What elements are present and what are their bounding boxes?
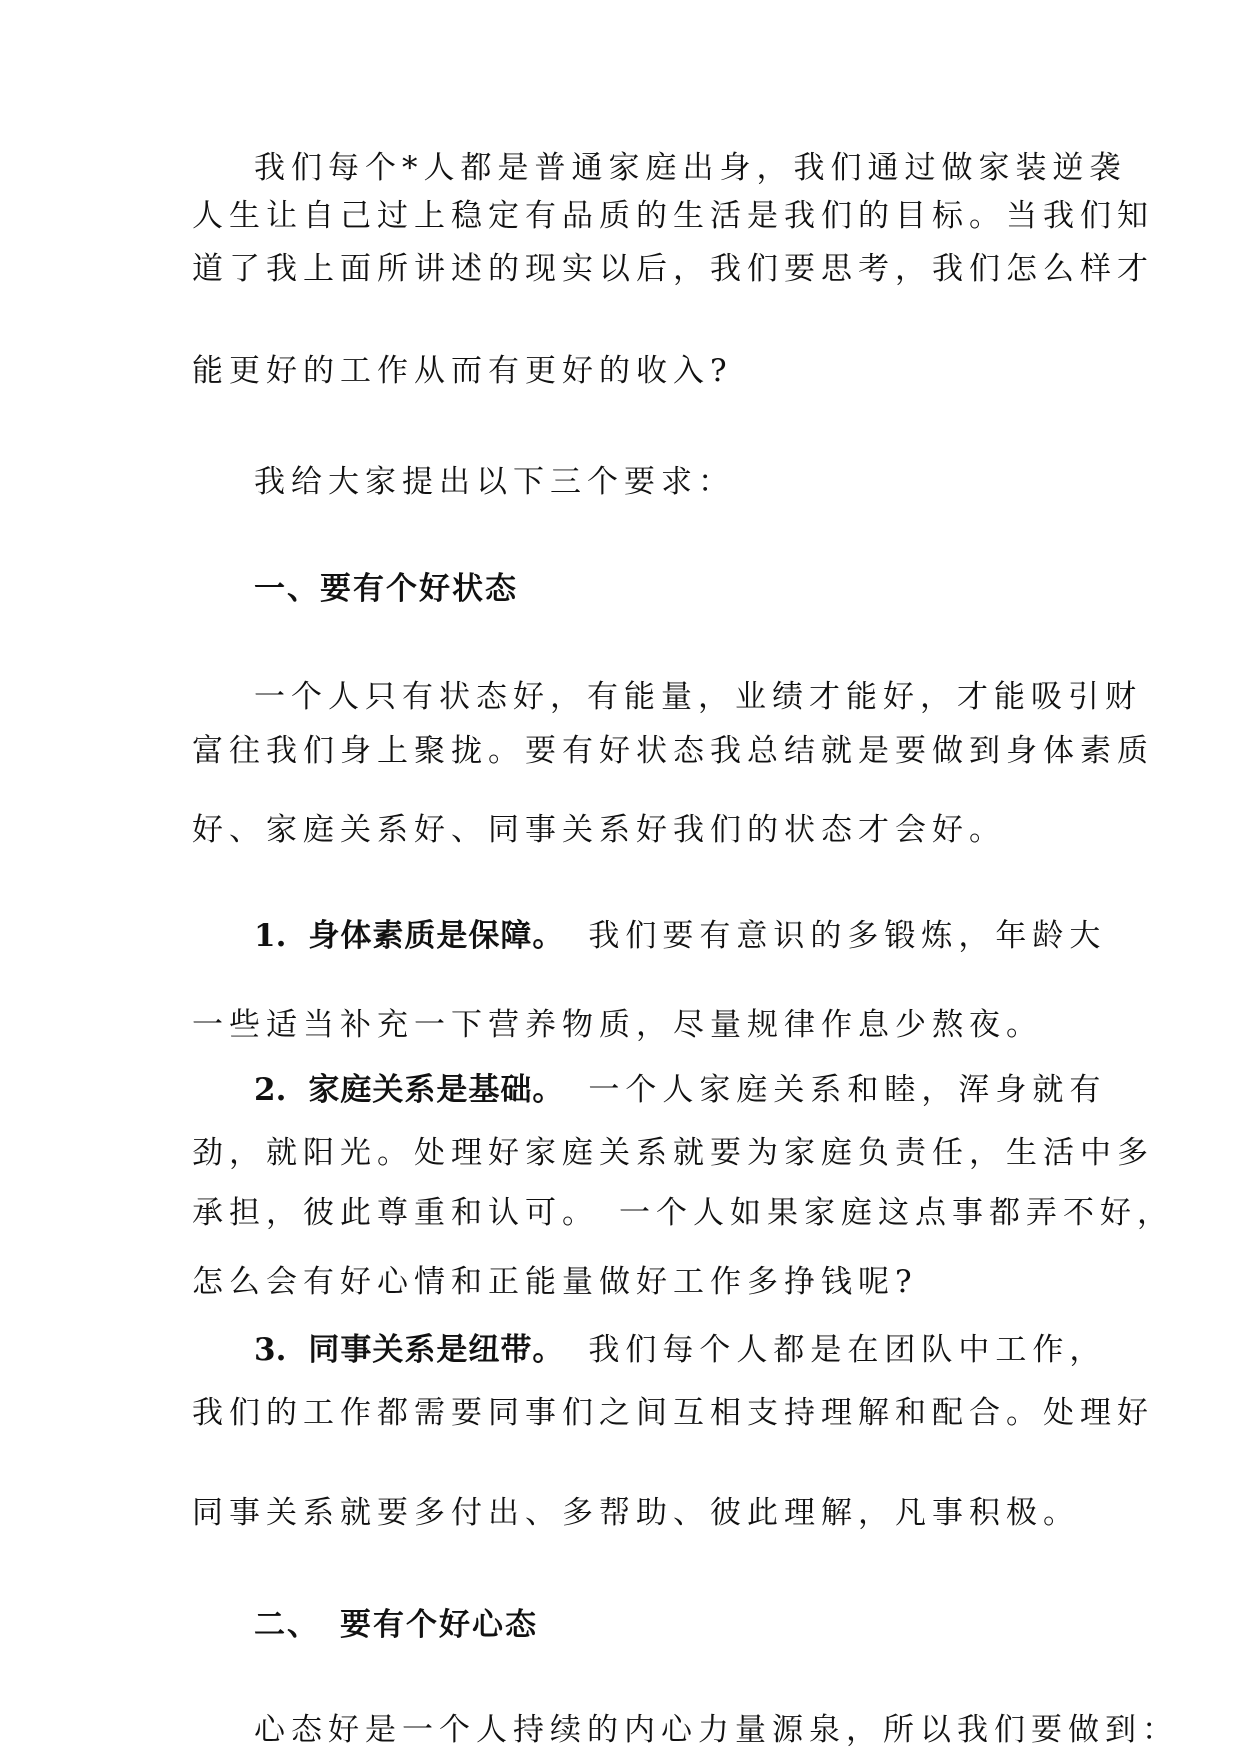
intro-line-4: 能更好的工作从而有更好的收入?: [192, 353, 733, 389]
item-2-line-4: 怎么会有好心情和正能量做好工作多挣钱呢?: [192, 1264, 918, 1300]
item-3-title: 同事关系是纽带。: [308, 1332, 565, 1368]
intro-line-1: 我们每个*人都是普通家庭出身，我们通过做家装逆袭: [254, 150, 1127, 186]
item-3-line-2: 我们的工作都需要同事们之间互相支持理解和配合。处理好: [192, 1395, 1154, 1431]
section-2-para-line-1: 心态好是一个人持续的内心力量源泉，所以我们要做到：: [254, 1712, 1179, 1748]
item-3-line-3: 同事关系就要多付出、多帮助、彼此理解，凡事积极。: [192, 1495, 1080, 1531]
item-2-text: 一个人家庭关系和睦，浑身就有: [588, 1072, 1107, 1108]
section-2-heading-text: 要有个好心态: [340, 1607, 538, 1643]
item-3-number: 3.: [254, 1332, 287, 1368]
item-2-line-3: [192, 1193, 1174, 1233]
item-1-text: 我们要有意识的多锻炼，年龄大: [588, 918, 1107, 954]
item-2-line-3-text-b: 一个人如果家庭这点事都弄不好，: [619, 1195, 1174, 1231]
section-2-heading-number: 二、: [254, 1607, 320, 1643]
section-2-heading: [254, 1605, 1114, 1645]
section-1-heading: 一、要有个好状态: [254, 571, 518, 607]
item-2-line-2: 劲，就阳光。处理好家庭关系就要为家庭负责任，生活中多: [192, 1135, 1154, 1171]
item-2-number: 2.: [254, 1072, 287, 1108]
item-1-number: 1.: [254, 918, 287, 954]
intro-line-3: 道了我上面所讲述的现实以后，我们要思考，我们怎么样才: [192, 251, 1154, 287]
item-2-line-3-text: 承担，彼此尊重和认可。: [192, 1195, 599, 1231]
item-2-first-line: [254, 1070, 1114, 1110]
requirements-intro: 我给大家提出以下三个要求：: [254, 464, 735, 500]
item-3-text: 我们每个人都是在团队中工作，: [588, 1332, 1107, 1368]
intro-line-2: 人生让自己过上稳定有品质的生活是我们的目标。当我们知: [192, 198, 1154, 234]
item-1-first-line: [254, 916, 1114, 956]
section-1-para-line-2: 富往我们身上聚拢。要有好状态我总结就是要做到身体素质: [192, 733, 1154, 769]
item-1-title: 身体素质是保障。: [308, 918, 565, 954]
item-2-title: 家庭关系是基础。: [308, 1072, 565, 1108]
item-1-line-2: 一些适当补充一下营养物质，尽量规律作息少熬夜。: [192, 1007, 1043, 1043]
item-3-first-line: [254, 1330, 1114, 1370]
section-1-para-line-1: 一个人只有状态好，有能量，业绩才能好，才能吸引财: [254, 679, 1142, 715]
section-1-para-line-3: 好、家庭关系好、同事关系好我们的状态才会好。: [192, 812, 1006, 848]
